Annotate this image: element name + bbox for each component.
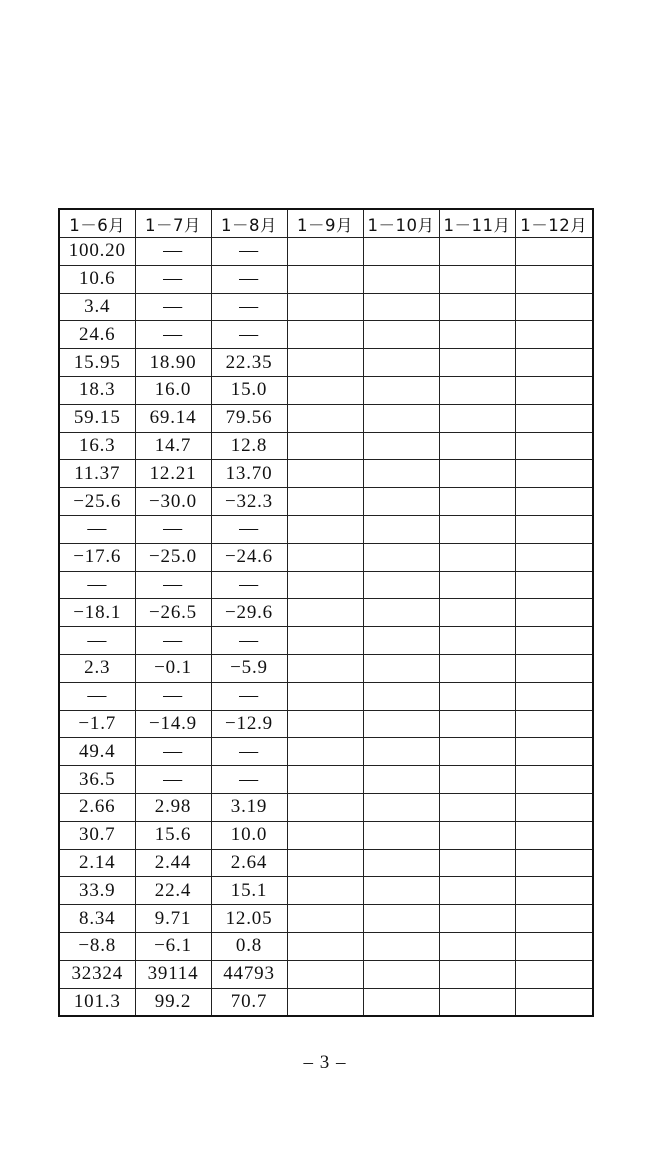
column-header-jan-jun: 1－6月 <box>59 209 135 238</box>
table-cell <box>363 265 439 293</box>
table-cell <box>439 654 515 682</box>
table-cell <box>515 515 593 543</box>
table-cell <box>287 376 363 404</box>
table-cell <box>287 905 363 933</box>
table-cell: — <box>211 515 287 543</box>
table-cell <box>363 376 439 404</box>
table-cell: 2.66 <box>59 793 135 821</box>
table-cell <box>287 877 363 905</box>
column-header-jan-sep: 1－9月 <box>287 209 363 238</box>
page-number: – 3 – <box>303 1052 347 1073</box>
table-cell: 11.37 <box>59 460 135 488</box>
table-cell <box>363 543 439 571</box>
table-cell: — <box>135 571 211 599</box>
table-cell <box>287 432 363 460</box>
table-cell <box>515 460 593 488</box>
table-cell: 2.44 <box>135 849 211 877</box>
table-cell: 16.3 <box>59 432 135 460</box>
table-cell: −25.0 <box>135 543 211 571</box>
table-row <box>59 432 593 460</box>
table-cell <box>439 376 515 404</box>
table-cell <box>363 432 439 460</box>
table-cell <box>363 738 439 766</box>
table-row <box>59 654 593 682</box>
table-cell <box>515 238 593 266</box>
table-cell <box>515 349 593 377</box>
table-cell <box>363 988 439 1016</box>
table-cell <box>287 599 363 627</box>
table-cell <box>363 960 439 988</box>
table-cell <box>515 599 593 627</box>
table-cell: — <box>211 682 287 710</box>
table-cell <box>439 738 515 766</box>
table-header-row <box>59 209 593 238</box>
table-row <box>59 265 593 293</box>
table-cell <box>439 849 515 877</box>
table-cell: — <box>135 238 211 266</box>
table-cell: 3.4 <box>59 293 135 321</box>
table-cell: 8.34 <box>59 905 135 933</box>
table-cell <box>287 627 363 655</box>
table-cell <box>287 238 363 266</box>
table-row <box>59 543 593 571</box>
table-cell: 32324 <box>59 960 135 988</box>
table-cell <box>363 627 439 655</box>
table-cell <box>515 793 593 821</box>
table-cell: −6.1 <box>135 932 211 960</box>
table-cell: — <box>59 682 135 710</box>
table-cell: 12.05 <box>211 905 287 933</box>
table-cell <box>439 238 515 266</box>
table-cell: 14.7 <box>135 432 211 460</box>
column-header-jan-jul: 1－7月 <box>135 209 211 238</box>
table-row <box>59 488 593 516</box>
table-cell: — <box>59 627 135 655</box>
table-cell <box>363 238 439 266</box>
table-cell <box>363 515 439 543</box>
table-cell <box>287 988 363 1016</box>
table-cell: −25.6 <box>59 488 135 516</box>
table-cell <box>515 821 593 849</box>
table-cell: 16.0 <box>135 376 211 404</box>
table-cell <box>515 432 593 460</box>
table-row <box>59 349 593 377</box>
table-cell <box>287 543 363 571</box>
table-cell <box>439 821 515 849</box>
table-cell: −24.6 <box>211 543 287 571</box>
table-cell: — <box>135 682 211 710</box>
table-cell <box>515 654 593 682</box>
table-cell <box>439 293 515 321</box>
table-cell: −0.1 <box>135 654 211 682</box>
table-cell: — <box>211 738 287 766</box>
table-cell: 3.19 <box>211 793 287 821</box>
table-cell: 12.21 <box>135 460 211 488</box>
table-cell: — <box>59 571 135 599</box>
column-header-jan-nov: 1－11月 <box>439 209 515 238</box>
table-row <box>59 905 593 933</box>
table-row <box>59 293 593 321</box>
table-row <box>59 376 593 404</box>
table-cell: 36.5 <box>59 766 135 794</box>
column-header-jan-aug: 1－8月 <box>211 209 287 238</box>
table-cell: — <box>211 238 287 266</box>
table-cell <box>287 265 363 293</box>
table-cell <box>515 905 593 933</box>
table-cell <box>363 321 439 349</box>
table-cell: −17.6 <box>59 543 135 571</box>
column-header-jan-oct: 1－10月 <box>363 209 439 238</box>
table-cell: 79.56 <box>211 404 287 432</box>
table-body <box>59 238 593 1017</box>
table-cell <box>439 515 515 543</box>
table-cell: — <box>211 627 287 655</box>
table-cell: 9.71 <box>135 905 211 933</box>
table-cell <box>287 293 363 321</box>
table-cell <box>363 293 439 321</box>
table-row <box>59 766 593 794</box>
table-row <box>59 877 593 905</box>
table-cell <box>515 488 593 516</box>
table-cell: — <box>211 321 287 349</box>
table-cell <box>515 766 593 794</box>
table-cell <box>287 766 363 794</box>
table-cell: — <box>135 321 211 349</box>
table-cell: 2.98 <box>135 793 211 821</box>
table-cell: 2.64 <box>211 849 287 877</box>
table-cell: 12.8 <box>211 432 287 460</box>
table-cell: 18.3 <box>59 376 135 404</box>
table-row <box>59 821 593 849</box>
table-cell: 22.35 <box>211 349 287 377</box>
table-cell <box>363 404 439 432</box>
table-cell <box>515 376 593 404</box>
table-cell <box>287 960 363 988</box>
table-cell <box>287 349 363 377</box>
column-header-jan-dec: 1－12月 <box>515 209 593 238</box>
table-cell: — <box>135 515 211 543</box>
table-cell: −18.1 <box>59 599 135 627</box>
table-cell <box>515 710 593 738</box>
table-cell: 59.15 <box>59 404 135 432</box>
table-cell <box>287 738 363 766</box>
table-cell <box>439 432 515 460</box>
table-cell <box>515 682 593 710</box>
table-cell <box>287 515 363 543</box>
table-cell <box>515 988 593 1016</box>
table-cell: 13.70 <box>211 460 287 488</box>
table-cell: 70.7 <box>211 988 287 1016</box>
table-cell: 100.20 <box>59 238 135 266</box>
table-cell <box>515 849 593 877</box>
table-row <box>59 682 593 710</box>
table-cell <box>515 877 593 905</box>
table-cell: — <box>135 627 211 655</box>
table-row <box>59 849 593 877</box>
table-cell: 10.0 <box>211 821 287 849</box>
table-cell <box>439 766 515 794</box>
table-cell <box>439 321 515 349</box>
table-cell <box>439 265 515 293</box>
table-cell <box>287 488 363 516</box>
table-cell: 99.2 <box>135 988 211 1016</box>
table-cell <box>363 599 439 627</box>
table-cell: −26.5 <box>135 599 211 627</box>
table-cell: — <box>211 265 287 293</box>
table-cell: 33.9 <box>59 877 135 905</box>
table-cell <box>439 960 515 988</box>
table-cell <box>439 932 515 960</box>
table-cell <box>363 849 439 877</box>
table-cell: 24.6 <box>59 321 135 349</box>
table-cell <box>287 932 363 960</box>
table-cell <box>439 460 515 488</box>
table-row <box>59 238 593 266</box>
table-cell <box>439 793 515 821</box>
table-row <box>59 321 593 349</box>
table-cell <box>439 627 515 655</box>
table-cell <box>515 932 593 960</box>
table-cell <box>363 682 439 710</box>
table-row <box>59 932 593 960</box>
table-cell <box>363 349 439 377</box>
table-cell: −8.8 <box>59 932 135 960</box>
statistics-table <box>58 208 594 1017</box>
table-cell <box>363 766 439 794</box>
table-cell <box>287 460 363 488</box>
table-cell <box>439 543 515 571</box>
table-cell <box>363 654 439 682</box>
table-cell <box>287 682 363 710</box>
table-cell <box>439 404 515 432</box>
table-row <box>59 710 593 738</box>
table-cell <box>363 460 439 488</box>
table-cell: — <box>135 265 211 293</box>
table-cell: −29.6 <box>211 599 287 627</box>
table-cell: −14.9 <box>135 710 211 738</box>
table-cell <box>287 849 363 877</box>
table-cell <box>515 321 593 349</box>
statistics-table-container <box>58 208 592 1017</box>
table-row <box>59 515 593 543</box>
table-cell <box>439 877 515 905</box>
table-cell: — <box>135 293 211 321</box>
table-cell <box>439 682 515 710</box>
table-row <box>59 627 593 655</box>
table-cell <box>363 905 439 933</box>
table-cell <box>363 877 439 905</box>
table-cell: 101.3 <box>59 988 135 1016</box>
table-cell <box>515 738 593 766</box>
table-cell <box>287 654 363 682</box>
table-cell: 39114 <box>135 960 211 988</box>
table-row <box>59 571 593 599</box>
table-cell: 2.14 <box>59 849 135 877</box>
table-cell: 15.0 <box>211 376 287 404</box>
table-cell <box>363 932 439 960</box>
table-cell <box>515 960 593 988</box>
table-cell <box>287 821 363 849</box>
table-cell: −1.7 <box>59 710 135 738</box>
table-cell <box>363 821 439 849</box>
table-row <box>59 599 593 627</box>
table-cell <box>287 404 363 432</box>
table-cell <box>439 349 515 377</box>
table-cell <box>515 265 593 293</box>
table-cell <box>515 627 593 655</box>
table-cell: — <box>211 571 287 599</box>
table-cell: — <box>211 766 287 794</box>
table-cell <box>287 710 363 738</box>
table-cell <box>287 793 363 821</box>
table-cell: — <box>59 515 135 543</box>
table-cell: — <box>135 766 211 794</box>
table-cell <box>515 293 593 321</box>
table-cell: 0.8 <box>211 932 287 960</box>
table-row <box>59 404 593 432</box>
table-cell <box>287 321 363 349</box>
table-cell <box>515 571 593 599</box>
table-cell <box>287 571 363 599</box>
table-cell: 18.90 <box>135 349 211 377</box>
table-cell <box>439 710 515 738</box>
table-cell <box>363 793 439 821</box>
table-cell: 22.4 <box>135 877 211 905</box>
table-cell <box>363 571 439 599</box>
table-cell: 44793 <box>211 960 287 988</box>
table-cell <box>363 488 439 516</box>
table-cell <box>439 988 515 1016</box>
table-cell: −30.0 <box>135 488 211 516</box>
table-cell: 49.4 <box>59 738 135 766</box>
table-cell: −32.3 <box>211 488 287 516</box>
table-row <box>59 460 593 488</box>
table-cell: 69.14 <box>135 404 211 432</box>
table-cell <box>439 571 515 599</box>
table-row <box>59 988 593 1016</box>
table-cell: — <box>211 293 287 321</box>
table-cell <box>439 488 515 516</box>
table-cell: 2.3 <box>59 654 135 682</box>
table-cell <box>515 543 593 571</box>
table-cell <box>515 404 593 432</box>
table-cell: 15.1 <box>211 877 287 905</box>
table-row <box>59 960 593 988</box>
table-cell: 15.95 <box>59 349 135 377</box>
table-cell: 10.6 <box>59 265 135 293</box>
table-cell <box>439 905 515 933</box>
table-cell: −5.9 <box>211 654 287 682</box>
table-cell: −12.9 <box>211 710 287 738</box>
table-row <box>59 738 593 766</box>
table-cell <box>439 599 515 627</box>
table-cell <box>363 710 439 738</box>
table-cell: 30.7 <box>59 821 135 849</box>
table-row <box>59 793 593 821</box>
table-cell: 15.6 <box>135 821 211 849</box>
table-cell: — <box>135 738 211 766</box>
